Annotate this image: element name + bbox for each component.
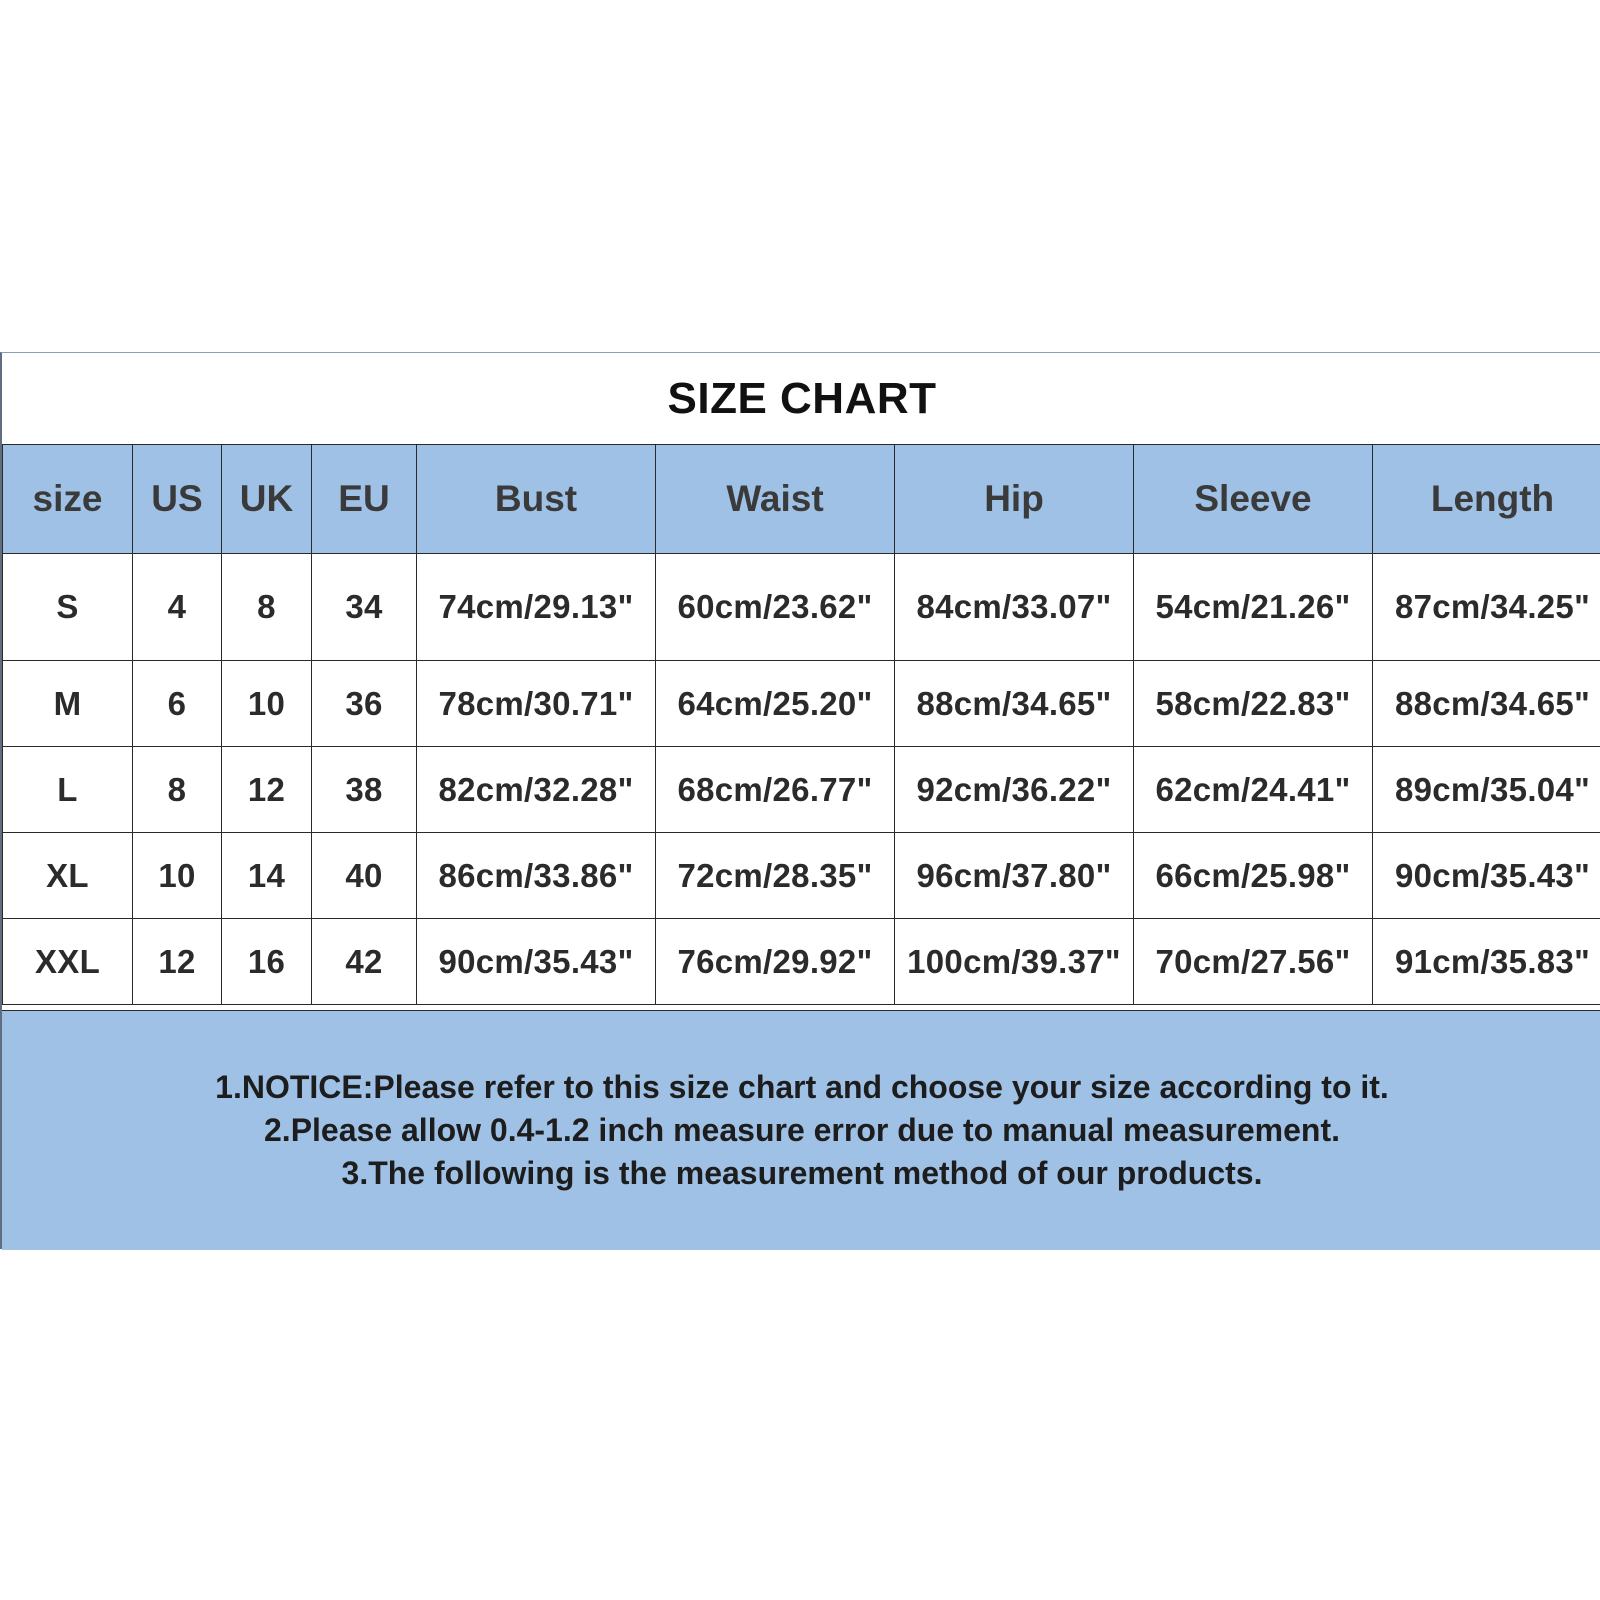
table-cell: 8 <box>222 554 312 661</box>
table-cell: 16 <box>222 919 312 1005</box>
table-cell: 91cm/35.83" <box>1373 919 1600 1005</box>
table-cell: 8 <box>133 747 222 833</box>
table-cell: 76cm/29.92" <box>656 919 895 1005</box>
table-row <box>3 554 1600 661</box>
table-cell: 87cm/34.25" <box>1373 554 1600 661</box>
table-cell: 14 <box>222 833 312 919</box>
table-cell: 34 <box>312 554 417 661</box>
table-cell: 88cm/34.65" <box>1373 661 1600 747</box>
column-header-sleeve: Sleeve <box>1134 445 1373 554</box>
table-cell: 92cm/36.22" <box>895 747 1134 833</box>
table-cell: 64cm/25.20" <box>656 661 895 747</box>
table-cell: 68cm/26.77" <box>656 747 895 833</box>
column-header-uk: UK <box>222 445 312 554</box>
table-cell: 58cm/22.83" <box>1134 661 1373 747</box>
table-cell: 62cm/24.41" <box>1134 747 1373 833</box>
table-cell: 54cm/21.26" <box>1134 554 1373 661</box>
table-cell: 10 <box>133 833 222 919</box>
table-cell: L <box>3 747 133 833</box>
table-cell: 74cm/29.13" <box>417 554 656 661</box>
table-cell: 42 <box>312 919 417 1005</box>
header-row <box>3 445 1600 554</box>
table-cell: 84cm/33.07" <box>895 554 1134 661</box>
column-header-bust: Bust <box>417 445 656 554</box>
table-cell: 89cm/35.04" <box>1373 747 1600 833</box>
table-cell: 96cm/37.80" <box>895 833 1134 919</box>
table-cell: M <box>3 661 133 747</box>
table-cell: 90cm/35.43" <box>417 919 656 1005</box>
table-cell: 60cm/23.62" <box>656 554 895 661</box>
note-line: 1.NOTICE:Please refer to this size chart and choose your size according to it. <box>215 1069 1389 1105</box>
chart-title: SIZE CHART <box>667 373 937 423</box>
table-cell: S <box>3 554 133 661</box>
table-cell: 100cm/39.37" <box>895 919 1134 1005</box>
table-row <box>3 661 1600 747</box>
column-header-waist: Waist <box>656 445 895 554</box>
column-header-length: Length <box>1373 445 1600 554</box>
table-cell: 82cm/32.28" <box>417 747 656 833</box>
table-cell: 86cm/33.86" <box>417 833 656 919</box>
size-chart <box>0 352 1600 1249</box>
table-cell: 12 <box>133 919 222 1005</box>
table-cell: 36 <box>312 661 417 747</box>
column-header-hip: Hip <box>895 445 1134 554</box>
column-header-eu: EU <box>312 445 417 554</box>
size-table <box>2 444 1600 1005</box>
table-cell: 38 <box>312 747 417 833</box>
column-header-us: US <box>133 445 222 554</box>
table-cell: 6 <box>133 661 222 747</box>
table-cell: XXL <box>3 919 133 1005</box>
note-line: 2.Please allow 0.4-1.2 inch measure error due to manual measurement. <box>264 1112 1340 1148</box>
table-cell: 10 <box>222 661 312 747</box>
table-cell: 88cm/34.65" <box>895 661 1134 747</box>
note-line: 3.The following is the measurement method of our products. <box>341 1155 1263 1191</box>
table-row <box>3 919 1600 1005</box>
column-header-size: size <box>3 445 133 554</box>
table-cell: 4 <box>133 554 222 661</box>
table-cell: 78cm/30.71" <box>417 661 656 747</box>
table-cell: 40 <box>312 833 417 919</box>
table-cell: 12 <box>222 747 312 833</box>
table-cell: 66cm/25.98" <box>1134 833 1373 919</box>
table-cell: XL <box>3 833 133 919</box>
table-cell: 72cm/28.35" <box>656 833 895 919</box>
table-row <box>3 833 1600 919</box>
table-cell: 70cm/27.56" <box>1134 919 1373 1005</box>
notes-panel <box>2 1010 1600 1250</box>
table-cell: 90cm/35.43" <box>1373 833 1600 919</box>
table-row <box>3 747 1600 833</box>
